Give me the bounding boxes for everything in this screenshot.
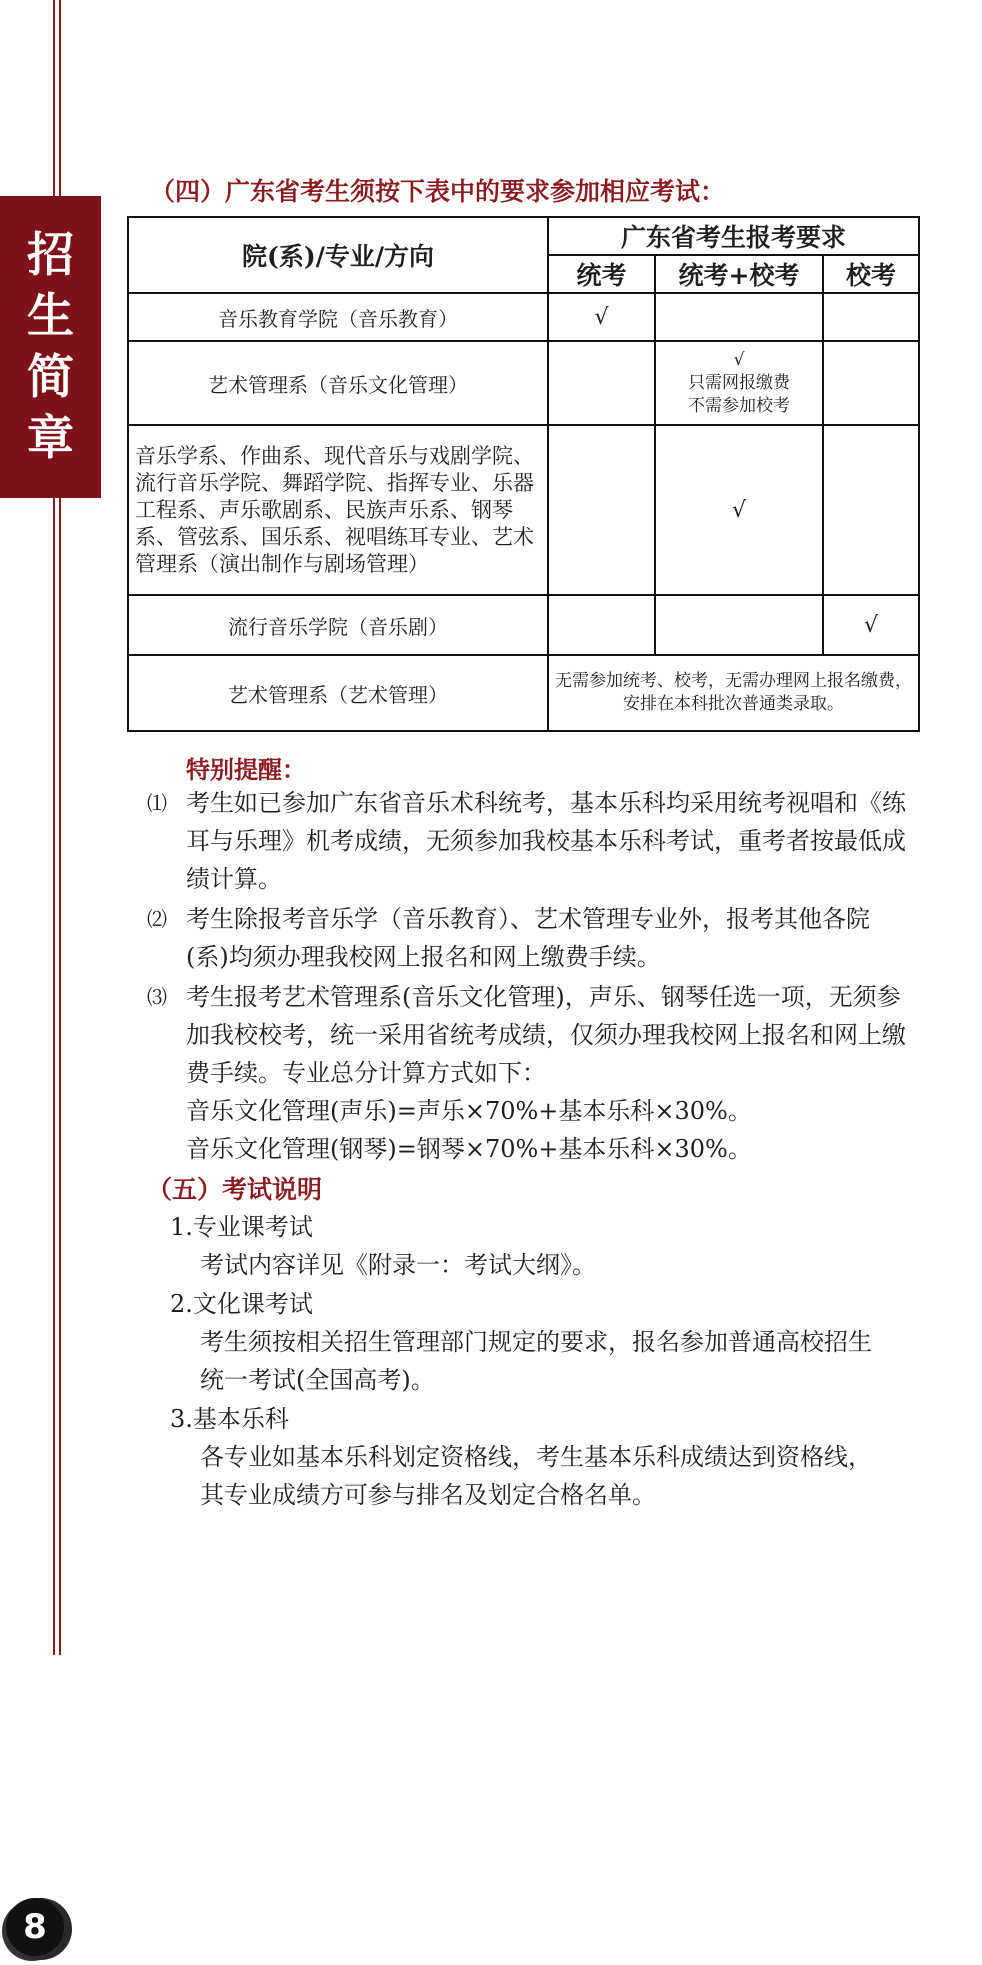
note-number: ⑶ [147,985,167,1009]
side-tab-char: 简 [27,350,74,405]
section5-list [170,1209,890,1516]
section4-title: （四）广东省考生须按下表中的要求参加相应考试： [150,177,726,206]
table-row [128,655,919,731]
cell-major: 音乐教育学院（音乐教育） [128,293,548,341]
side-tab-char: 招 [27,228,74,283]
header-both: 统考+校考 [655,255,823,293]
table-row [128,425,919,595]
sub-body: 考试内容详见《附录一：考试大纲》。 [200,1251,596,1279]
header-xiaokao: 校考 [823,255,919,293]
cell-tongkao: √ [548,293,655,341]
sub-heading: 1.专业课考试 [170,1213,313,1241]
header-tongkao: 统考 [548,255,655,293]
cell-major: 音乐学系、作曲系、现代音乐与戏剧学院、流行音乐学院、舞蹈学院、指挥专业、乐器工程系、声乐歌剧系、民族声乐系、钢琴系、管弦系、国乐系、视唱练耳专业、艺术管理系（演出制作与剧场管理） [128,425,548,595]
side-tab-char: 生 [27,289,74,344]
cell-tongkao [548,341,655,425]
header-major: 院(系)/专业/方向 [128,217,548,293]
note-body [186,978,907,1168]
formula-piano: 音乐文化管理(钢琴)=钢琴×70%+基本乐科×30%。 [186,1135,752,1163]
notice-list [147,784,907,1170]
cell-xiaokao [823,293,919,341]
list-item [147,784,907,898]
cell-xiaokao: √ [823,595,919,655]
requirements-table [127,216,920,732]
note-number: ⑴ [147,791,167,815]
cell-xiaokao [823,425,919,595]
table-header-row [128,217,919,255]
cell-both [655,293,823,341]
page-number: 8 [23,1907,47,1947]
cell-major: 艺术管理系（音乐文化管理） [128,341,548,425]
cell-major: 流行音乐学院（音乐剧） [128,595,548,655]
list-item [147,978,907,1168]
formula-vocal: 音乐文化管理(声乐)=声乐×70%+基本乐科×30%。 [186,1097,752,1125]
page-number-badge [6,1898,64,1956]
table-row [128,293,919,341]
note-text: 考生除报考音乐学（音乐教育）、艺术管理专业外，报考其他各院(系)均须办理我校网上报名和网上缴费手续。 [186,905,870,971]
cell-both: √ [655,425,823,595]
cell-tongkao [548,425,655,595]
cell-check: √ [733,349,745,370]
note-text: 考生如已参加广东省音乐术科统考，基本乐科均采用统考视唱和《练耳与乐理》机考成绩，无须参加我校基本乐科考试，重考者按最低成绩计算。 [186,789,906,893]
sub-body: 考生须按相关招生管理部门规定的要求，报名参加普通高校招生统一考试(全国高考)。 [200,1328,872,1394]
section5-title: （五）考试说明 [147,1175,323,1204]
cell-both [655,341,823,425]
sub-heading: 2.文化课考试 [170,1290,313,1318]
cell-merged-note: 无需参加统考、校考，无需办理网上报名缴费，安排在本科批次普通类录取。 [548,655,919,731]
header-group: 广东省考生报考要求 [548,217,919,255]
side-tab [0,196,101,498]
sub-body: 各专业如基本乐科划定资格线，考生基本乐科成绩达到资格线，其专业成绩方可参与排名及划定合格名单。 [200,1443,872,1509]
table-row [128,341,919,425]
list-item [147,900,907,976]
cell-both [655,595,823,655]
note-text: 考生报考艺术管理系(音乐文化管理)，声乐、钢琴任选一项，无须参加我校校考，统一采用省统考成绩，仅须办理我校网上报名和网上缴费手续。专业总分计算方式如下： [186,983,906,1087]
cell-xiaokao [823,341,919,425]
cell-note: 不需参加校考 [688,395,790,416]
note-number: ⑵ [147,907,167,931]
side-tab-char: 章 [27,411,74,466]
sub-heading: 3.基本乐科 [170,1405,289,1433]
table-row [128,595,919,655]
cell-major: 艺术管理系（艺术管理） [128,655,548,731]
cell-tongkao [548,595,655,655]
cell-note: 只需网报缴费 [688,372,790,393]
notice-title: 特别提醒： [186,755,306,784]
